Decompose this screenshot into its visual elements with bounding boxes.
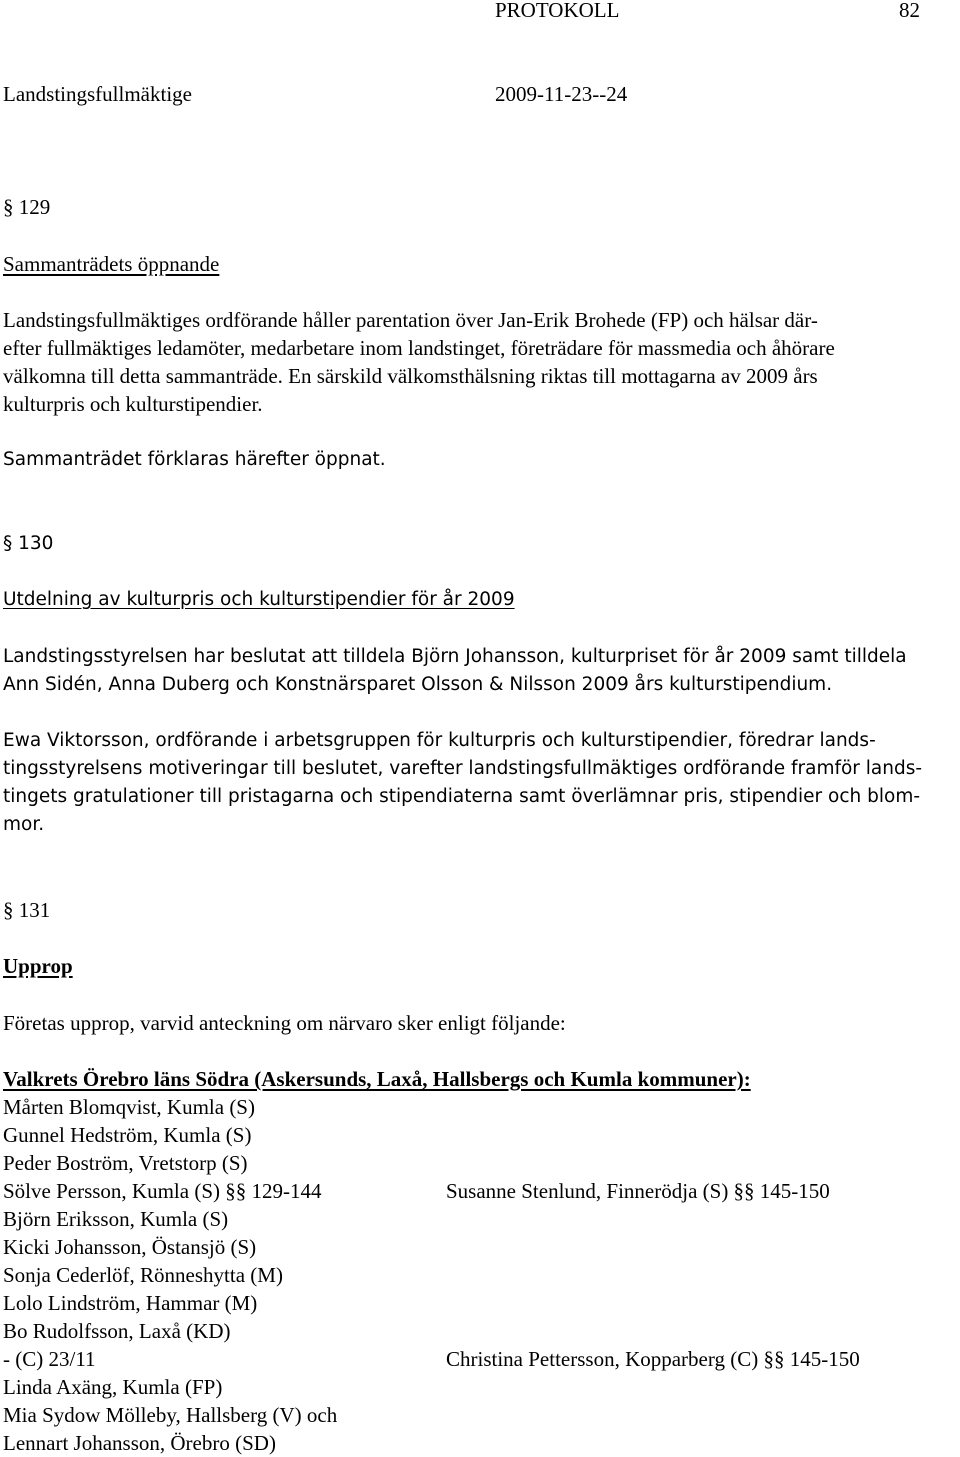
- section-heading-130: Utdelning av kulturpris och kulturstipendier för år 2009: [3, 589, 515, 610]
- paragraph-line: efter fullmäktiges ledamöter, medarbetare inom landstinget, företrädare för massmedia och åhörare: [3, 336, 835, 360]
- doc-type: PROTOKOLL: [495, 0, 620, 22]
- paragraph-line: Ewa Viktorsson, ordförande i arbetsgruppen för kulturpris och kulturstipendier, föredrar lands-: [3, 730, 876, 751]
- paragraph-line: Landstingsstyrelsen har beslutat att tilldela Björn Johansson, kulturpriset för år 2009 samt tilldela: [3, 646, 907, 667]
- member-row: [3, 1121, 251, 1149]
- member-row: [3, 1177, 830, 1205]
- section-heading-131: Upprop: [3, 954, 73, 978]
- member-left: Sölve Persson, Kumla (S) §§ 129-144: [3, 1179, 322, 1203]
- member-row: [3, 1401, 337, 1429]
- paragraph-line: Ann Sidén, Anna Duberg och Konstnärsparet Olsson & Nilsson 2009 års kulturstipendium.: [3, 674, 833, 695]
- member-left: - (C) 23/11: [3, 1347, 96, 1371]
- paragraph-line: välkomna till detta sammanträde. En särskild välkomsthälsning riktas till mottagarna av 2009 års: [3, 364, 818, 388]
- section-number-130: § 130: [3, 533, 54, 554]
- paragraph-line: kulturpris och kulturstipendier.: [3, 392, 263, 416]
- body-name: Landstingsfullmäktige: [3, 82, 192, 106]
- member-row: [3, 1093, 255, 1121]
- member-left: Lennart Johansson, Örebro (SD): [3, 1431, 276, 1455]
- section-body-129: [3, 306, 931, 418]
- section-body-130-para1: [3, 643, 931, 699]
- paragraph-line: Landstingsfullmäktiges ordförande håller parentation över Jan-Erik Brohede (FP) och hälsar där-: [3, 308, 818, 332]
- member-left: Mårten Blomqvist, Kumla (S): [3, 1095, 255, 1119]
- member-left: Sonja Cederlöf, Rönneshytta (M): [3, 1263, 283, 1287]
- member-row: [3, 1149, 248, 1177]
- section-closing-129: Sammanträdet förklaras härefter öppnat.: [3, 449, 386, 470]
- member-left: Linda Axäng, Kumla (FP): [3, 1375, 223, 1399]
- member-row: [3, 1317, 230, 1345]
- member-row: [3, 1345, 860, 1373]
- member-right: Susanne Stenlund, Finnerödja (S) §§ 145-150: [446, 1179, 830, 1203]
- member-left: Gunnel Hedström, Kumla (S): [3, 1123, 252, 1147]
- section-number-131: § 131: [3, 898, 51, 922]
- member-row: [3, 1233, 256, 1261]
- member-row: [3, 1205, 228, 1233]
- paragraph-line: tingsstyrelsens motiveringar till beslutet, varefter landstingsfullmäktiges ordförande framför lands-: [3, 758, 923, 779]
- member-row: [3, 1373, 222, 1401]
- member-row: [3, 1261, 283, 1289]
- member-left: Kicki Johansson, Östansjö (S): [3, 1235, 257, 1259]
- member-left: Bo Rudolfsson, Laxå (KD): [3, 1319, 231, 1343]
- section-intro-131: Företas upprop, varvid anteckning om närvaro sker enligt följande:: [3, 1011, 566, 1035]
- member-left: Mia Sydow Mölleby, Hallsberg (V) och: [3, 1403, 338, 1427]
- member-right: Christina Pettersson, Kopparberg (C) §§ 145-150: [446, 1347, 860, 1371]
- meeting-date: 2009-11-23--24: [495, 82, 628, 106]
- section-heading-129: Sammanträdets öppnande: [3, 252, 220, 276]
- section-body-130-para2: [3, 727, 931, 839]
- constituency-heading: Valkrets Örebro läns Södra (Askersunds, Laxå, Hallsbergs och Kumla kommuner):: [3, 1067, 751, 1091]
- section-number-129: § 129: [3, 195, 51, 219]
- paragraph-line: tingets gratulationer till pristagarna och stipendiaterna samt överlämnar pris, stipendier och blom-: [3, 786, 921, 807]
- page-number: 82: [899, 0, 920, 22]
- member-row: [3, 1289, 257, 1317]
- member-left: Björn Eriksson, Kumla (S): [3, 1207, 229, 1231]
- member-left: Lolo Lindström, Hammar (M): [3, 1291, 258, 1315]
- member-row: [3, 1429, 276, 1457]
- member-left: Peder Boström, Vretstorp (S): [3, 1151, 248, 1175]
- paragraph-line: mor.: [3, 814, 45, 835]
